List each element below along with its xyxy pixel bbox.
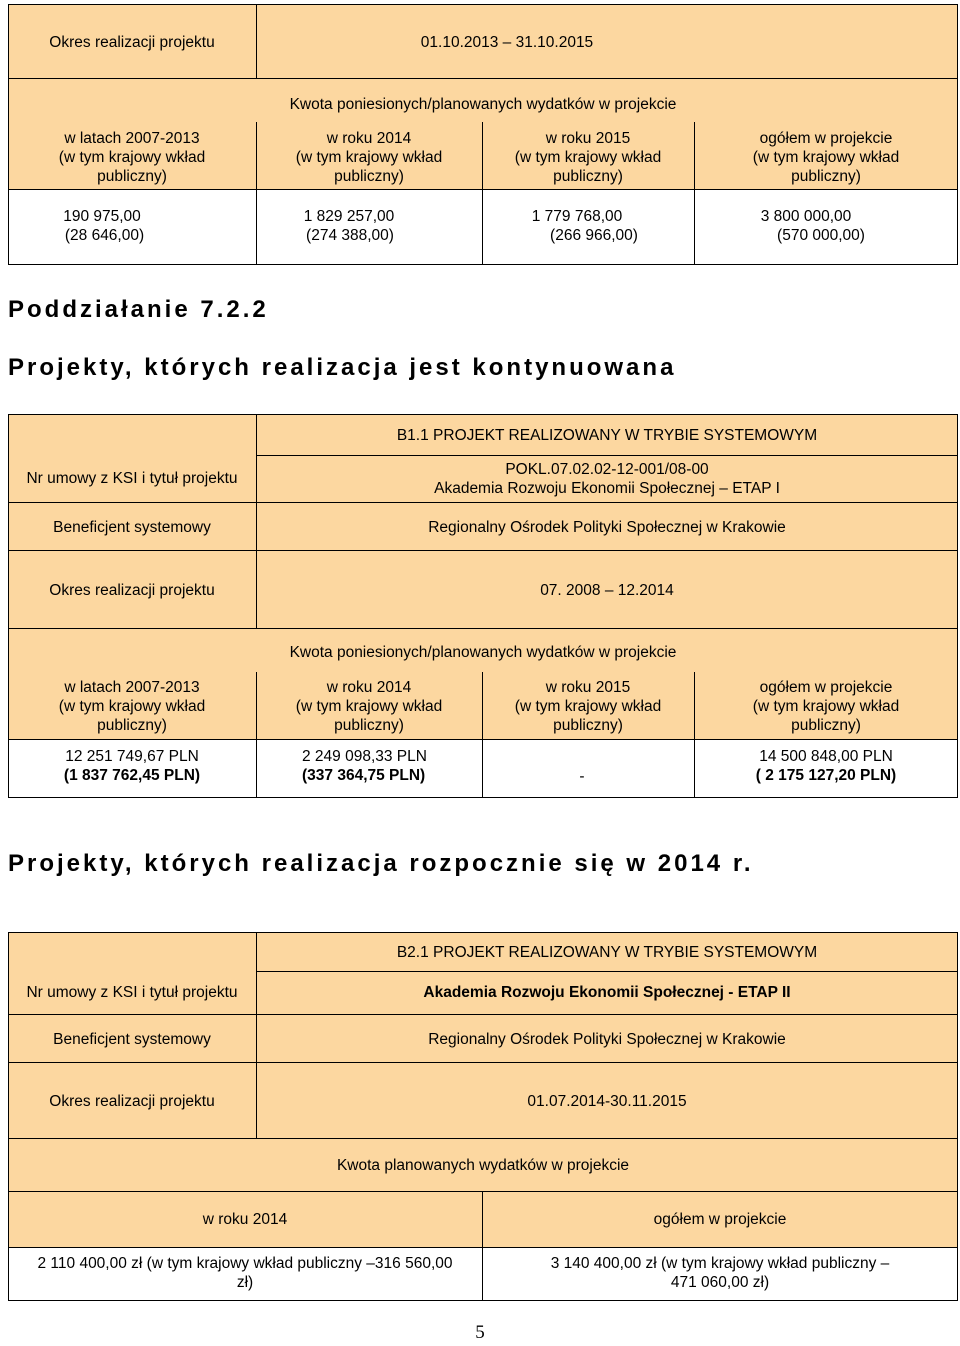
b1-value-2007-2013: 12 251 749,67 PLN (1 837 762,45 PLN) bbox=[63, 748, 201, 784]
b1-beneficiary-label: Beneficjent systemowy bbox=[53, 518, 211, 536]
b1-col-header-2007-2013: w latach 2007-2013 (w tym krajowy wkład publiczny) bbox=[58, 678, 206, 734]
subaction-heading: Poddziałanie 7.2.2 bbox=[8, 296, 269, 323]
b1-title: B1.1 PROJEKT REALIZOWANY W TRYBIE SYSTEMOWYM bbox=[396, 426, 818, 444]
b2-beneficiary-value: Regionalny Ośrodek Polityki Społecznej w Krakowie bbox=[428, 1030, 786, 1048]
b1-beneficiary-value: Regionalny Ośrodek Polityki Społecznej w Krakowie bbox=[428, 518, 786, 536]
b1-contract-label: Nr umowy z KSI i tytuł projektu bbox=[26, 470, 238, 487]
b1-col-header-total: ogółem w projekcie (w tym krajowy wkład publiczny) bbox=[752, 678, 900, 734]
page-number: 5 bbox=[475, 1322, 485, 1343]
b2-col-header-total: ogółem w projekcie bbox=[653, 1211, 787, 1228]
b1-value-total: 14 500 848,00 PLN ( 2 175 127,20 PLN) bbox=[755, 748, 897, 784]
b1-contract-value bbox=[256, 455, 958, 502]
top-col-header-2014: w roku 2014 (w tym krajowy wkład publiczny) bbox=[295, 129, 443, 185]
b1-contract-title: Akademia Rozwoju Ekonomii Społecznej – ETAP I bbox=[434, 479, 780, 497]
b1-period-value: 07. 2008 – 12.2014 bbox=[540, 581, 674, 599]
new-projects-heading: Projekty, których realizacja rozpocznie się w 2014 r. bbox=[8, 850, 754, 877]
b2-period-value: 01.07.2014-30.11.2015 bbox=[527, 1092, 687, 1110]
b2-beneficiary-label: Beneficjent systemowy bbox=[53, 1030, 211, 1048]
top-col-header-2007-2013: w latach 2007-2013 (w tym krajowy wkład publiczny) bbox=[58, 129, 206, 185]
b2-period-label: Okres realizacji projektu bbox=[49, 1092, 215, 1110]
continued-projects-heading: Projekty, których realizacja jest kontynuowana bbox=[8, 354, 677, 381]
top-col-header-2015: w roku 2015 (w tym krajowy wkład publiczny) bbox=[514, 129, 662, 185]
b1-costs-title: Kwota poniesionych/planowanych wydatków w projekcie bbox=[289, 643, 677, 661]
top-period-label: Okres realizacji projektu bbox=[49, 33, 215, 51]
top-value-2015: 1 779 768,00 (266 966,00) bbox=[531, 208, 638, 244]
top-costs-title: Kwota poniesionych/planowanych wydatków w projekcie bbox=[289, 95, 677, 113]
b2-title: B2.1 PROJEKT REALIZOWANY W TRYBIE SYSTEMOWYM bbox=[396, 943, 818, 961]
b1-col-header-2015: w roku 2015 (w tym krajowy wkład publiczny) bbox=[514, 678, 662, 734]
b2-contract-title: Akademia Rozwoju Ekonomii Społecznej - ETAP II bbox=[423, 984, 791, 1001]
b2-value-total: 3 140 400,00 zł (w tym krajowy wkład publiczny – 471 060,00 zł) bbox=[550, 1255, 890, 1291]
top-period-value: 01.10.2013 – 31.10.2015 bbox=[420, 33, 594, 51]
top-value-2007-2013: 190 975,00 (28 646,00) bbox=[63, 208, 145, 244]
top-value-2014: 1 829 257,00 (274 388,00) bbox=[303, 208, 395, 244]
top-col-header-total: ogółem w projekcie (w tym krajowy wkład publiczny) bbox=[752, 129, 900, 185]
b2-contract-label: Nr umowy z KSI i tytuł projektu bbox=[26, 984, 238, 1001]
b2-value-2014: 2 110 400,00 zł (w tym krajowy wkład publiczny –316 560,00 zł) bbox=[37, 1255, 453, 1291]
b1-contract-number: POKL.07.02.02-12-001/08-00 bbox=[505, 460, 709, 478]
b2-costs-title: Kwota planowanych wydatków w projekcie bbox=[336, 1156, 630, 1174]
b1-value-2015: - bbox=[579, 767, 585, 785]
b1-period-label: Okres realizacji projektu bbox=[49, 581, 215, 599]
b1-col-header-2014: w roku 2014 (w tym krajowy wkład publiczny) bbox=[295, 678, 443, 734]
b2-col-header-2014: w roku 2014 bbox=[202, 1211, 288, 1228]
top-value-total: 3 800 000,00 (570 000,00) bbox=[760, 208, 865, 244]
b1-value-2014: 2 249 098,33 PLN (337 364,75 PLN) bbox=[302, 748, 427, 784]
